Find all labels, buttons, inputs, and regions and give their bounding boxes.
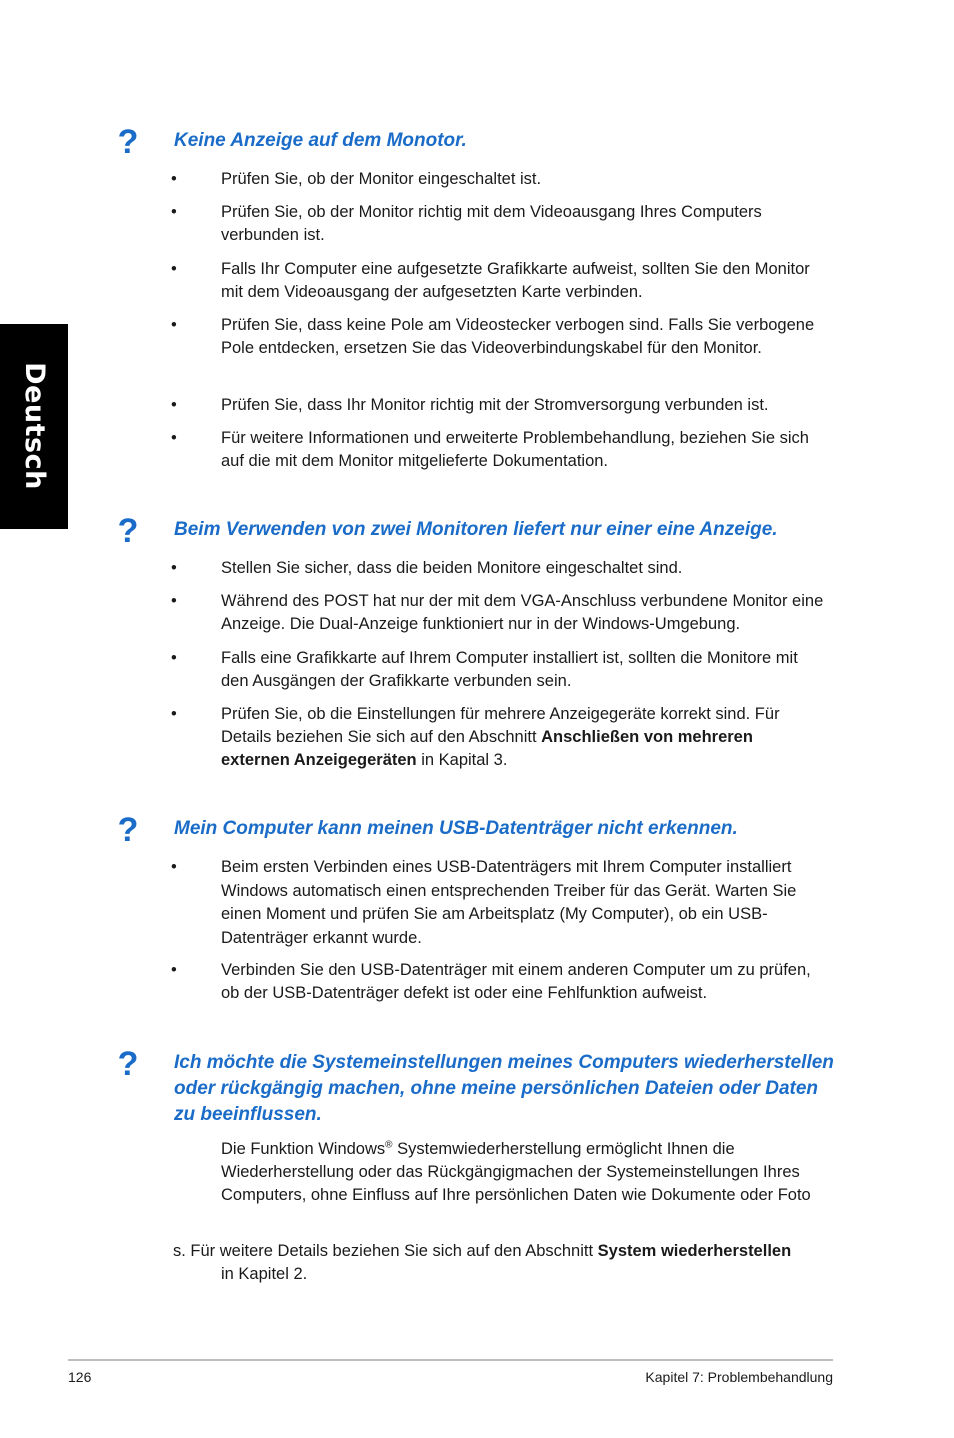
bullet-text: Während des POST hat nur der mit dem VGA-Anschluss verbundene Monitor eine Anzeige. Die Dual-Anzeige funktioniert nur in der Windows-Umgebung.	[221, 592, 824, 633]
section-reference: Anschließen von mehreren externen Anzeigegeräten	[221, 728, 753, 769]
body-paragraph-continuation	[173, 1240, 833, 1286]
bullet-text: Stellen Sie sicher, dass die beiden Monitore eingeschaltet sind.	[221, 559, 683, 577]
page-number: 126	[68, 1369, 92, 1385]
bullet-text	[221, 703, 826, 772]
bullet-text: Verbinden Sie den USB-Datenträger mit einem anderen Computer um zu prüfen, ob der USB-Datenträger defekt ist oder eine Fehlfunktion aufweist.	[221, 961, 811, 1002]
question-mark-icon	[114, 812, 142, 846]
bullet-marker: •	[171, 559, 177, 577]
bullet-text: Beim ersten Verbinden eines USB-Datenträgers mit Ihrem Computer installiert Windows automatisch einen entsprechenden Treiber für das Gerät. Warten Sie einen Moment und prüfen Sie am Arbeitsplatz (My Computer), ob ein USB-Datenträger erkannt wurde.	[221, 858, 797, 947]
bullet-marker: •	[171, 316, 177, 334]
language-side-tab	[0, 324, 68, 529]
registered-mark: ®	[385, 1139, 393, 1151]
bullet-marker: •	[171, 705, 177, 723]
bullet-marker: •	[171, 396, 177, 414]
svg-text:?: ?	[117, 124, 139, 158]
svg-text:?: ?	[117, 812, 139, 846]
bullet-marker: •	[171, 260, 177, 278]
bullet-text: Prüfen Sie, dass Ihr Monitor richtig mit der Stromversorgung verbunden ist.	[221, 396, 769, 414]
paragraph-text: s. Für weitere Details beziehen Sie sich auf den Abschnitt	[173, 1242, 598, 1260]
paragraph-text: Die Funktion Windows	[221, 1140, 386, 1158]
paragraph-text: Systemwiederherstellung ermöglicht Ihnen die Wiederherstellung oder das Rückgängigmachen der Systemeinstellungen Ihres Computers, ohne Einfluss auf Ihre persönlichen Daten wie Dokumente oder Foto	[221, 1140, 811, 1204]
bullet-text: Falls Ihr Computer eine aufgesetzte Grafikkarte aufweist, sollten Sie den Monitor mit dem Videoausgang der aufgesetzten Karte verbinden.	[221, 260, 810, 301]
svg-text:?: ?	[117, 1046, 139, 1080]
faq-question-title: Mein Computer kann meinen USB-Datenträger nicht erkennen.	[174, 818, 738, 839]
bullet-text: Prüfen Sie, dass keine Pole am Videostecker verbogen sind. Falls Sie verbogene Pole entdecken, ersetzen Sie das Videoverbindungskabel für den Monitor.	[221, 316, 815, 357]
language-tab-label: Deutsch	[19, 362, 50, 490]
chapter-title: Kapitel 7: Problembehandlung	[645, 1369, 833, 1385]
bullet-marker: •	[171, 592, 177, 610]
svg-text:?: ?	[117, 513, 139, 547]
bullet-text: Prüfen Sie, ob der Monitor eingeschaltet ist.	[221, 170, 542, 188]
bullet-marker: •	[171, 858, 177, 876]
footer-divider	[68, 1359, 833, 1361]
bullet-marker: •	[171, 961, 177, 979]
faq-question-title: Keine Anzeige auf dem Monotor.	[174, 130, 467, 151]
body-paragraph	[221, 1138, 826, 1207]
bullet-marker: •	[171, 203, 177, 221]
faq-question-title: Beim Verwenden von zwei Monitoren liefert nur einer eine Anzeige.	[174, 519, 778, 540]
bullet-marker: •	[171, 429, 177, 447]
question-mark-icon	[114, 124, 142, 158]
bullet-text-part: in Kapital 3.	[416, 751, 508, 769]
bullet-text: Prüfen Sie, ob der Monitor richtig mit dem Videoausgang Ihres Computers verbunden ist.	[221, 203, 762, 244]
section-reference: System wiederherstellen	[597, 1242, 792, 1260]
question-mark-icon	[114, 1046, 142, 1080]
bullet-text-part: Prüfen Sie, ob die Einstellungen für mehrere Anzeigegeräte korrekt sind. Für Details beziehen Sie sich auf den Abschnitt	[221, 705, 780, 746]
paragraph-text: in Kapitel 2.	[221, 1265, 308, 1283]
bullet-marker: •	[171, 170, 177, 188]
question-mark-icon	[114, 513, 142, 547]
bullet-text: Für weitere Informationen und erweiterte Problembehandlung, beziehen Sie sich auf die mit dem Monitor mitgelieferte Dokumentation.	[221, 429, 809, 470]
bullet-marker: •	[171, 649, 177, 667]
faq-question-title: Ich möchte die Systemeinstellungen meines Computers wiederherstellen oder rückgängig machen, ohne meine persönlichen Dateien oder Daten zu beeinflussen.	[174, 1052, 834, 1125]
bullet-text: Falls eine Grafikkarte auf Ihrem Computer installiert ist, sollten die Monitore mit den Ausgängen der Grafikkarte verbunden sein.	[221, 649, 798, 690]
